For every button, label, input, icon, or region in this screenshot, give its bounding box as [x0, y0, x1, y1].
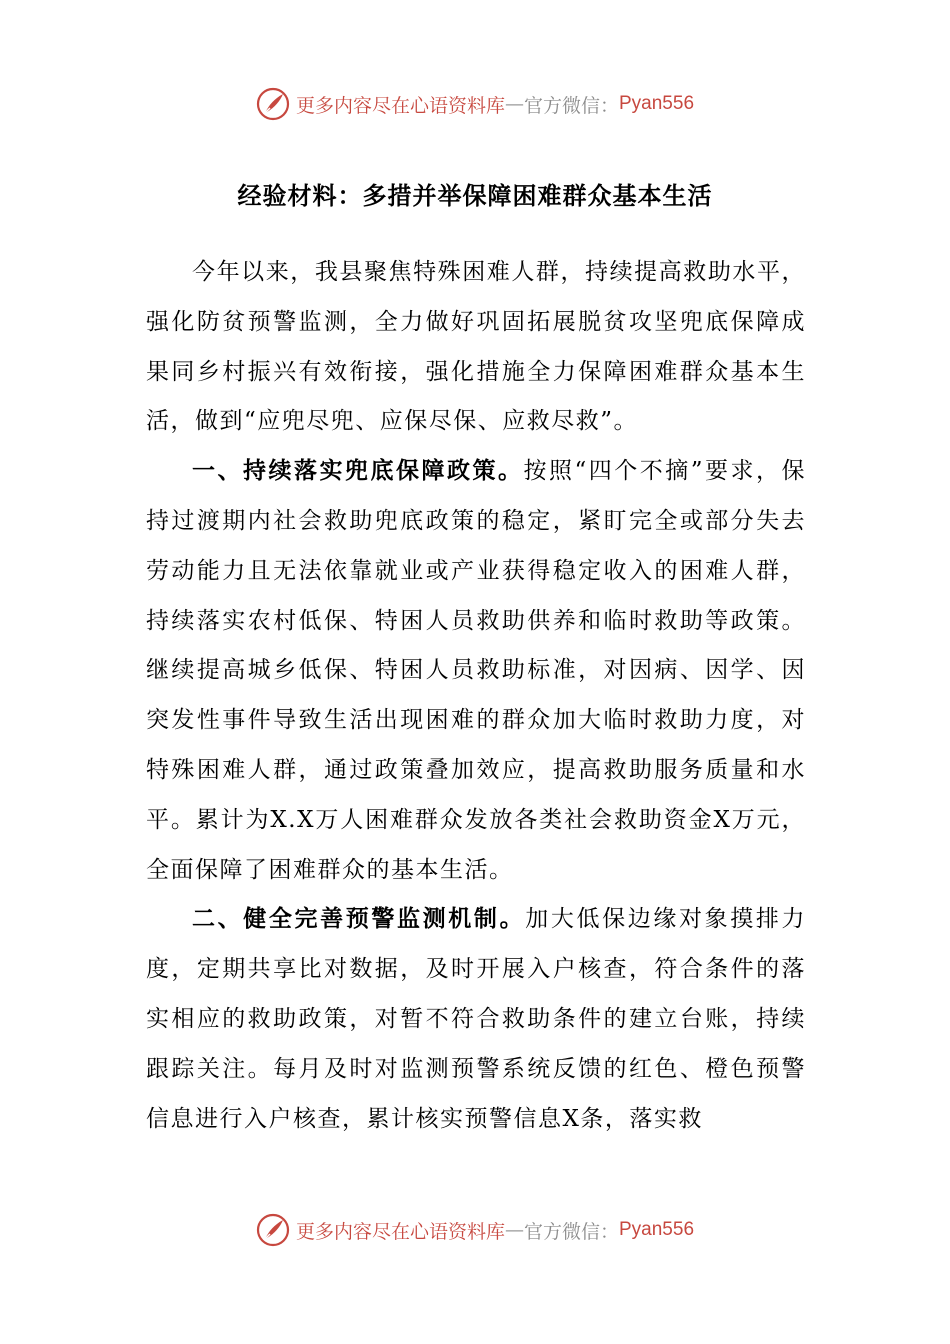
banner-wechat-id: Pyan556 — [619, 1219, 695, 1240]
banner-wechat-label: 官方微信： — [523, 1220, 619, 1243]
paragraph-heading: 二、健全完善预警监测机制。 — [192, 906, 526, 933]
banner-wechat-label: 官方微信： — [523, 94, 619, 117]
feather-pen-logo-icon — [256, 1213, 290, 1247]
header-watermark-banner — [0, 84, 950, 124]
paragraph-text: 按照“四个不摘”要求，保持过渡期内社会救助兜底政策的稳定，紧盯完全或部分失去劳动能力且无法依靠就业或产业获得稳定收入的困难人群，持续落实农村低保、特困人员救助供养和临时救助等政策。继续提高城乡低保、特困人员救助标准，对因病、因学、因突发性事件导致生活出现困难的群众加大临时救助力度，对特殊困难人群，通过政策叠加效应，提高救助服务质量和水平。累计为X.X万人困难群众发放各类社会救助资金X万元，全面保障了困难群众的基本生活。 — [146, 458, 806, 883]
banner-separator: — — [504, 93, 524, 115]
paragraph-section-1 — [146, 447, 806, 895]
banner-wechat-id: Pyan556 — [619, 93, 695, 114]
feather-pen-logo-icon — [256, 87, 290, 121]
paragraph-heading: 一、持续落实兜底保障政策。 — [192, 458, 524, 485]
banner-main-text: 更多内容尽在心语资料库 — [295, 1220, 505, 1243]
paragraph-section-2 — [146, 895, 806, 1144]
paragraph-intro — [146, 248, 806, 447]
document-title: 经验材料：多措并举保障困难群众基本生活 — [237, 182, 713, 210]
banner-separator: — — [504, 1219, 524, 1241]
footer-watermark-banner — [0, 1210, 950, 1250]
paragraph-text: 加大低保边缘对象摸排力度，定期共享比对数据，及时开展入户核查，符合条件的落实相应的救助政策，对暂不符合救助条件的建立台账，持续跟踪关注。每月及时对监测预警系统反馈的红色、橙色预警信息进行入户核查，累计核实预警信息X条，落实救 — [146, 906, 807, 1132]
paragraph-text: 今年以来，我县聚焦特殊困难人群，持续提高救助水平，强化防贫预警监测，全力做好巩固拓展脱贫攻坚兜底保障成果同乡村振兴有效衔接，强化措施全力保障困难群众基本生活，做到“应兜尽兜、应保尽保、应救尽救”。 — [146, 259, 806, 435]
document-body — [146, 248, 806, 1144]
banner-main-text: 更多内容尽在心语资料库 — [295, 94, 505, 117]
